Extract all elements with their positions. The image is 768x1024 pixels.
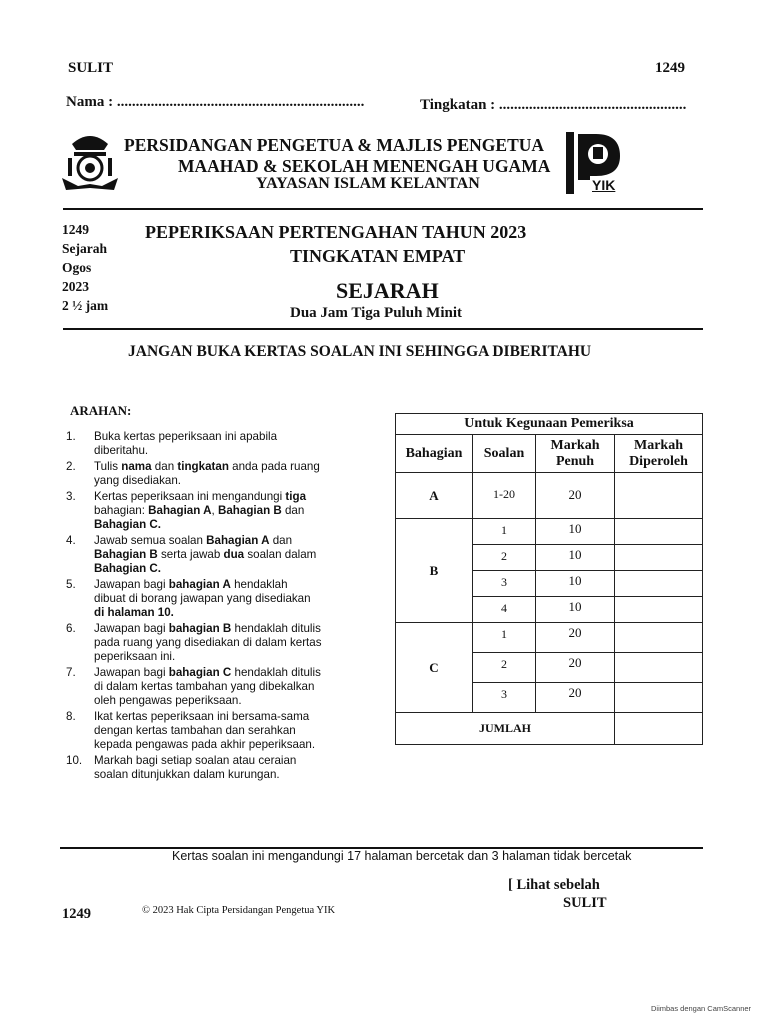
- org-line-1: PERSIDANGAN PENGETUA & MAJLIS PENGETUA: [124, 135, 545, 155]
- paper-info-year: 2023: [62, 279, 89, 294]
- instruction-number: 5.: [66, 578, 76, 591]
- table-caption-row: [396, 414, 703, 435]
- section-c-markah-1: 20: [536, 623, 615, 653]
- sulit-footer: SULIT: [563, 895, 607, 911]
- instruction-number: 6.: [66, 622, 76, 635]
- instruction-item: [66, 490, 322, 532]
- instructions-list: [66, 430, 322, 784]
- section-c-markah-3: 20: [536, 683, 615, 713]
- sulit-label: SULIT: [68, 60, 114, 76]
- total-label: JUMLAH: [396, 713, 615, 745]
- instruction-number: 10.: [66, 754, 83, 767]
- instruction-text: Buka kertas peperiksaan ini apabila diberitahu.: [94, 430, 278, 457]
- instruction-number: 4.: [66, 534, 76, 547]
- section-c-markah-2: 20: [536, 653, 615, 683]
- instruction-text: Tulis nama dan tingkatan anda pada ruang yang disediakan.: [94, 460, 320, 487]
- section-c-soalan-1: 1: [473, 623, 536, 653]
- section-c-soalan-2: 2: [473, 653, 536, 683]
- section-a-label: A: [396, 473, 473, 519]
- paper-info-month: Ogos: [62, 260, 92, 275]
- exam-subject: SEJARAH: [336, 278, 439, 303]
- instruction-number: 3.: [66, 490, 76, 503]
- col-header-markah-diperoleh: Markah Diperoleh: [615, 435, 703, 473]
- instruction-text: Ikat kertas peperiksaan ini bersama-sama dengan kertas tambahan dan serahkan kepada pengawas pada akhir peperiksaan.: [94, 710, 316, 751]
- col-header-soalan: Soalan: [473, 435, 536, 473]
- scanner-watermark: Diimbas dengan CamScanner: [651, 1004, 752, 1013]
- instructions-heading: ARAHAN:: [70, 403, 132, 418]
- section-b-diperoleh-4[interactable]: [615, 597, 703, 623]
- examiner-table: [395, 413, 703, 745]
- form-field: Tingkatan : ..................................................: [420, 97, 687, 113]
- section-b-soalan-3: 3: [473, 571, 536, 597]
- crest-logo: [58, 130, 122, 194]
- section-b-diperoleh-2[interactable]: [615, 545, 703, 571]
- see-next-page: [ Lihat sebelah: [508, 877, 600, 893]
- section-b-markah-4: 10: [536, 597, 615, 623]
- section-b-markah-2: 10: [536, 545, 615, 571]
- instruction-item: [66, 460, 322, 488]
- divider-top: [63, 208, 703, 210]
- divider-mid: [63, 328, 703, 330]
- instruction-item: [66, 754, 322, 782]
- warning-text: JANGAN BUKA KERTAS SOALAN INI SEHINGGA DIBERITAHU: [128, 343, 592, 360]
- section-b-soalan-4: 4: [473, 597, 536, 623]
- instruction-text: Jawapan bagi bahagian C hendaklah ditulis di dalam kertas tambahan yang dibekalkan oleh pengawas peperiksaan.: [94, 666, 321, 707]
- table-row: [396, 623, 703, 653]
- instruction-text: Jawapan bagi bahagian B hendaklah ditulis pada ruang yang disediakan di dalam kertas peperiksaan ini.: [94, 622, 322, 663]
- paper-info-subject: Sejarah: [62, 241, 107, 256]
- section-b-markah-1: 10: [536, 519, 615, 545]
- section-b-soalan-2: 2: [473, 545, 536, 571]
- instruction-number: 1.: [66, 430, 76, 443]
- yik-logo-text: YIK: [592, 177, 616, 193]
- exam-duration: Dua Jam Tiga Puluh Minit: [290, 305, 462, 321]
- instruction-text: Jawab semua soalan Bahagian A dan Bahagian B serta jawab dua soalan dalam Bahagian C.: [94, 534, 317, 575]
- section-b-diperoleh-1[interactable]: [615, 519, 703, 545]
- section-c-diperoleh-2[interactable]: [615, 653, 703, 683]
- paper-info: [62, 220, 108, 315]
- section-a-soalan: 1-20: [473, 473, 536, 519]
- col-header-bahagian: Bahagian: [396, 435, 473, 473]
- section-a-diperoleh[interactable]: [615, 473, 703, 519]
- exam-title: PEPERIKSAAN PERTENGAHAN TAHUN 2023: [145, 222, 527, 242]
- table-caption: Untuk Kegunaan Pemeriksa: [396, 414, 703, 435]
- instruction-item: [66, 578, 322, 620]
- exam-level: TINGKATAN EMPAT: [290, 246, 466, 266]
- instruction-text: Markah bagi setiap soalan atau ceraian soalan ditunjukkan dalam kurungan.: [94, 754, 297, 781]
- total-diperoleh[interactable]: [615, 713, 703, 745]
- instruction-number: 2.: [66, 460, 76, 473]
- table-total-row: [396, 713, 703, 745]
- instruction-text: Kertas peperiksaan ini mengandungi tiga bahagian: Bahagian A, Bahagian B dan Bahagian C.: [94, 490, 307, 531]
- org-line-2: MAAHAD & SEKOLAH MENENGAH UGAMA: [178, 156, 551, 176]
- table-row: [396, 519, 703, 545]
- col-header-markah-penuh: Markah Penuh: [536, 435, 615, 473]
- section-b-label: B: [396, 519, 473, 623]
- name-field: Nama : ..................................................................: [66, 94, 365, 110]
- copyright: © 2023 Hak Cipta Persidangan Pengetua YIK: [142, 905, 336, 916]
- section-c-diperoleh-1[interactable]: [615, 623, 703, 653]
- section-c-diperoleh-3[interactable]: [615, 683, 703, 713]
- section-c-soalan-3: 3: [473, 683, 536, 713]
- pages-note: Kertas soalan ini mengandungi 17 halaman bercetak dan 3 halaman tidak bercetak: [172, 849, 632, 863]
- instruction-item: [66, 710, 322, 752]
- paper-code-footer: 1249: [62, 906, 91, 922]
- table-row: [396, 473, 703, 519]
- paper-info-code: 1249: [62, 222, 89, 237]
- paper-code-top: 1249: [655, 60, 685, 76]
- section-b-markah-3: 10: [536, 571, 615, 597]
- instruction-number: 7.: [66, 666, 76, 679]
- instruction-item: [66, 666, 322, 708]
- section-b-diperoleh-3[interactable]: [615, 571, 703, 597]
- section-c-label: C: [396, 623, 473, 713]
- instruction-item: [66, 430, 322, 458]
- instruction-text: Jawapan bagi bahagian A hendaklah dibuat di borang jawapan yang disediakan di halaman 10.: [94, 578, 311, 619]
- instruction-item: [66, 622, 322, 664]
- instruction-item: [66, 534, 322, 576]
- instruction-number: 8.: [66, 710, 76, 723]
- paper-info-duration: 2 ½ jam: [62, 298, 109, 313]
- table-header-row: [396, 435, 703, 473]
- section-b-soalan-1: 1: [473, 519, 536, 545]
- section-a-markah: 20: [536, 473, 615, 519]
- org-line-3: YAYASAN ISLAM KELANTAN: [256, 175, 480, 192]
